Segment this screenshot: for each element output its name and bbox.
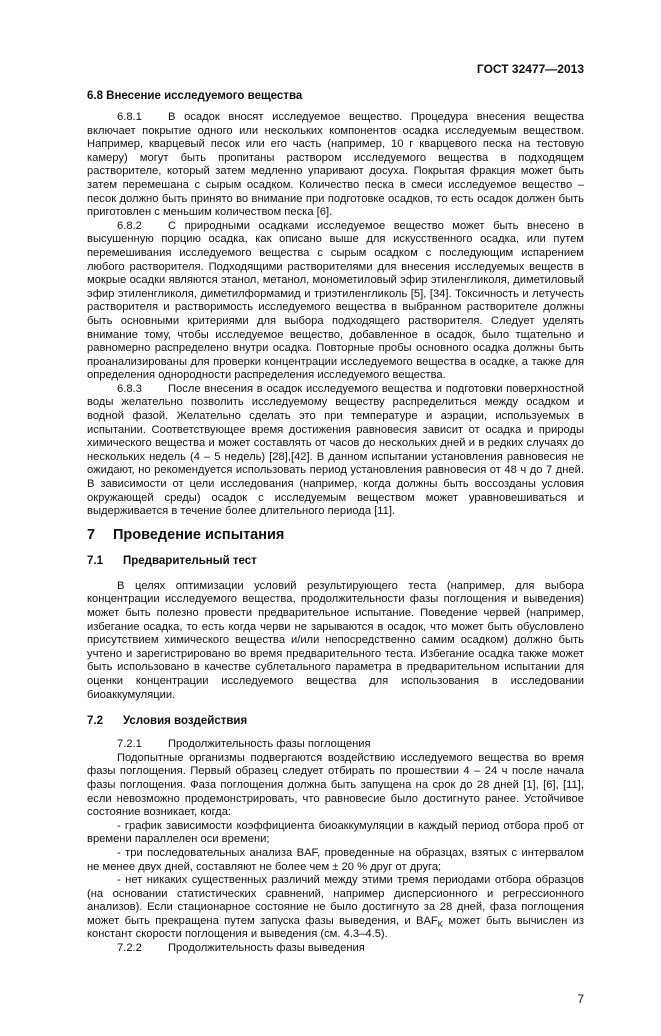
baf-symbol: BAF bbox=[416, 914, 438, 927]
clause-title: Продолжительность фазы поглощения bbox=[168, 738, 371, 751]
paragraph-6-8-2 bbox=[87, 220, 584, 383]
clause-number: 6.8.2 bbox=[117, 219, 142, 232]
baf-subscript: K bbox=[437, 920, 444, 930]
list-item-2: - три последовательных анализа BAF, проведенные на образцах, взятых с интервалом не менее двух дней, составляют не более чем ± 20 % друг от друга; bbox=[87, 846, 584, 873]
clause-title: Продолжительность фазы выведения bbox=[168, 942, 365, 955]
section-7-2-heading bbox=[87, 714, 584, 728]
list-item-3 bbox=[87, 874, 584, 942]
section-title: Предварительный тест bbox=[123, 554, 257, 567]
section-title: Условия воздействия bbox=[123, 715, 248, 728]
section-7-heading bbox=[87, 527, 584, 544]
clause-7-2-2-title bbox=[87, 942, 584, 956]
paragraph-6-8-1 bbox=[87, 111, 584, 220]
paragraph-7-1: В целях оптимизации условий результирующего теста (например, для выбора концентрации исследуемого вещества, продолжительности фазы поглощения и выведения) может быть полезно провести предварительное испытание. Поведение червей (например, избегание осадка, то есть когда черви не зарываются в осадок, что может быть обусловлено присутствием химического вещества и/или непосредственно самим осадком) должно быть учтено и зарегистрировано во время предварительного теста. Избегание осадка также может быть использовано в качестве сублетального параметра в предварительном испытании для оценки концентрации исследуемого вещества для использования в исследовании биоаккумуляции. bbox=[87, 579, 584, 701]
page-column bbox=[87, 0, 584, 1036]
section-6-8-body bbox=[87, 111, 584, 519]
section-7-2-body bbox=[87, 738, 584, 956]
clause-number: 6.8.3 bbox=[117, 382, 142, 395]
section-title: Проведение испытания bbox=[113, 526, 285, 543]
paragraph-text: С природными осадками исследуемое вещество может быть внесено в высушенную порцию осадка, как описано выше для искусственного осадка, или путем перемешивания исследуемого вещества с сырым осадком с последующим испарением любого растворителя. Подходящими растворителями для внесения исследуемых веществ в мокрые осадки являются этанол, метанол, монометиловый эфир этиленгликоля, диметиловый эфир этиленгликоля, диметилформамид и триэтиленгликоль [5], [34]. Токсичность и летучесть растворителя и растворимость исследуемого вещества в выбранном растворителе должны быть основными критериями для выбора подходящего растворителя. Следует уделять внимание тому, чтобы исследуемое вещество, добавленное в осадок, было тщательно и равномерно распределено внутри осадка. Повторные пробы основного осадка должны быть проанализированы для проверки концентрации исследуемого вещества в осадке, а также для определения однородности распределения исследуемого вещества. bbox=[87, 219, 584, 382]
section-number: 7.2 bbox=[87, 715, 103, 728]
paragraph-text: После внесения в осадок исследуемого вещества и подготовки поверхностной воды желательно позволить исследуемому веществу распределиться между осадком и водной фазой. Желательно сделать это при температуре и аэрации, используемых в испытании. Соответствующее время достижения равновесия зависит от осадка и природы химического вещества и может составлять от часов до нескольких дней и в редких случаях до нескольких недель (4 – 5 недель) [28],[42]. В данном испытании установления равновесия не ожидают, но рекомендуется использовать период установления равновесия от 48 ч до 7 дней. В зависимости от цели исследования (например, когда должны быть воссозданы условия окружающей среды) осадок с исследуемым веществом может уравновешиваться и выдерживается в течение более длительного периода [11]. bbox=[87, 382, 584, 518]
section-7-1-body bbox=[87, 580, 584, 702]
clause-number: 6.8.1 bbox=[117, 111, 142, 123]
paragraph-7-2-1: Подопытные организмы подвергаются воздействию исследуемого вещества во время фазы поглощения. Первый образец следует отбирать по прошествии 4 – 24 ч после начала фазы поглощения. Фаза поглощения должна быть запущена на срок до 28 дней [1], [6], [11], если невозможно продемонстрировать, что равновесие было достигнуто ранее. Устойчивое состояние возникает, когда: bbox=[87, 751, 584, 819]
section-7-1-heading bbox=[87, 554, 584, 568]
paragraph-text: В осадок вносят исследуемое вещество. Процедура внесения вещества включает покрытие одного или нескольких компонентов осадка исследуемым веществом. Например, кварцевый песок или его часть (например, 10 г кварцевого песка на тестовую камеру) могут быть пропитаны раствором исследуемого вещества в подходящем растворителе, который затем медленно упаривают досуха. Покрытая фракция может быть затем перемешана с сырым осадком. Количество песка в смеси исследуемое вещество – песок должно быть принято во внимание при подготовке осадков, то есть осадок должен быть приготовлен с меньшим количеством песка [6]. bbox=[87, 111, 584, 219]
section-number: 7 bbox=[87, 526, 96, 543]
paragraph-6-8-3 bbox=[87, 383, 584, 519]
clause-number: 7.2.2 bbox=[117, 942, 142, 955]
list-item-text: может быть вычислен из констант скорости поглощения и выведения (см. 4.3–4.5). bbox=[87, 914, 585, 941]
list-item-text: - нет никаких существенных различий между этими тремя периодами отбора образцов (на основании статистических сравнений, например дисперсионного и регрессионного анализов). Если стационарное состояние не было достигнуто за 28 дней, фаза поглощения может быть прекращена путем запуска фазы выведения, и bbox=[87, 874, 584, 927]
list-item-1: - график зависимости коэффициента биоаккумуляции в каждый период отбора проб от времени параллелен оси времени; bbox=[87, 819, 584, 846]
section-6-8-heading: 6.8 Внесение исследуемого вещества bbox=[87, 90, 303, 102]
page-number: 7 bbox=[577, 991, 584, 1006]
clause-7-2-1-title bbox=[87, 738, 584, 752]
document-code: ГОСТ 32477—2013 bbox=[476, 62, 584, 76]
clause-number: 7.2.1 bbox=[117, 738, 142, 751]
section-number: 7.1 bbox=[87, 554, 103, 567]
